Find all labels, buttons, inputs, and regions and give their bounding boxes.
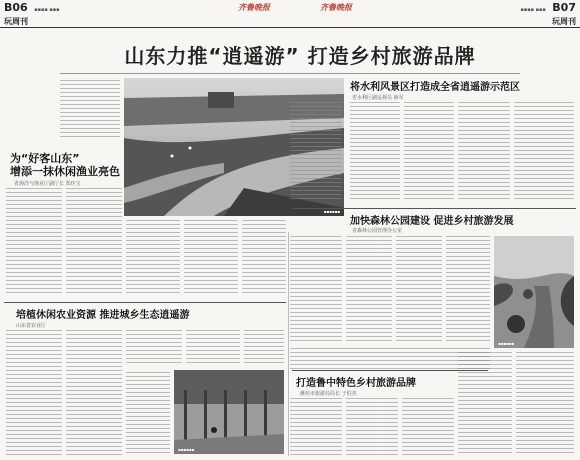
article2-col0 (290, 102, 342, 200)
article2-col4 (514, 102, 574, 200)
forest-photo-caption: ▪▪▪▪▪▪ (498, 341, 515, 346)
article1-title: 为“好客山东” 增添一抹休闲渔业亮色 (10, 152, 120, 178)
river-photo-caption: ▪▪▪▪▪▪ (323, 209, 340, 214)
section-label-right: 玩周刊 (552, 17, 576, 26)
article2-col3 (458, 102, 510, 200)
article5-col2 (346, 398, 398, 456)
article3-col3 (446, 236, 490, 344)
article2-col2 (404, 102, 454, 200)
article3-col2 (396, 236, 442, 344)
header-rule (0, 27, 580, 28)
article5-col3 (402, 398, 454, 456)
section-label-left: 玩周刊 (4, 17, 28, 26)
article5-title: 打造鲁中特色乡村旅游品牌 (296, 378, 416, 389)
page-number-right: B07 (552, 1, 576, 14)
article1-byline: 省海洋与渔业厅副厅长 郑佳宝 (14, 181, 81, 187)
article5-byline: 潍坊市旅游局局长 于伯杰 (300, 391, 357, 397)
page-number-left: B06 (4, 1, 28, 14)
article3-col1 (346, 236, 392, 344)
article4-col3 (126, 330, 182, 366)
intro-text (60, 80, 120, 140)
article3-title: 加快森林公园建设 促进乡村旅游发展 (350, 216, 514, 227)
article4-col1 (6, 330, 62, 456)
article4-col3b (126, 372, 170, 456)
left-section-rule (4, 302, 286, 303)
article5-col4 (458, 352, 512, 456)
article2-col1 (350, 102, 400, 200)
article1-col4 (184, 220, 238, 296)
header-right (520, 0, 576, 16)
article2-title: 将水利风景区打造成全省逍遥游示范区 (350, 82, 520, 93)
right-section-rule-1 (292, 208, 576, 209)
main-headline: 山东力推“逍遥游” 打造乡村旅游品牌 (124, 44, 476, 68)
vineyard-photo (174, 370, 284, 454)
article3-byline: 省森林公园管理办公室 (352, 228, 403, 234)
article5-col1 (290, 398, 342, 456)
article1-col5 (242, 220, 286, 296)
forest-photo (494, 236, 574, 348)
dateline-left: ▪▪▪▪ ▪▪▪ (34, 7, 60, 13)
masthead-left: 齐鲁晚报 (238, 3, 270, 12)
article4-title: 培植休闲农业资源 推进城乡生态逍遥游 (16, 310, 190, 321)
center-gutter (288, 232, 289, 456)
article4-col2 (66, 330, 122, 456)
headline-rule (60, 73, 520, 74)
article5-col5 (516, 352, 574, 456)
vineyard-photo-caption: ▪▪▪▪▪▪ (178, 447, 195, 452)
article1-col2 (66, 188, 122, 296)
article4-byline: 山东省农业厅 (16, 323, 47, 329)
header-left (4, 0, 60, 16)
article1-col1 (6, 188, 62, 296)
article4-col4 (186, 330, 240, 366)
article1-col3 (126, 220, 180, 296)
dateline-right: ▪▪▪▪ ▪▪▪ (520, 7, 546, 13)
masthead-right: 齐鲁晚报 (320, 3, 352, 12)
right-section-rule-2 (292, 370, 488, 371)
article4-col5 (244, 330, 284, 366)
article2-byline: 省水利厅副巡视员 薛军 (352, 95, 404, 101)
article3-col0 (290, 236, 342, 344)
